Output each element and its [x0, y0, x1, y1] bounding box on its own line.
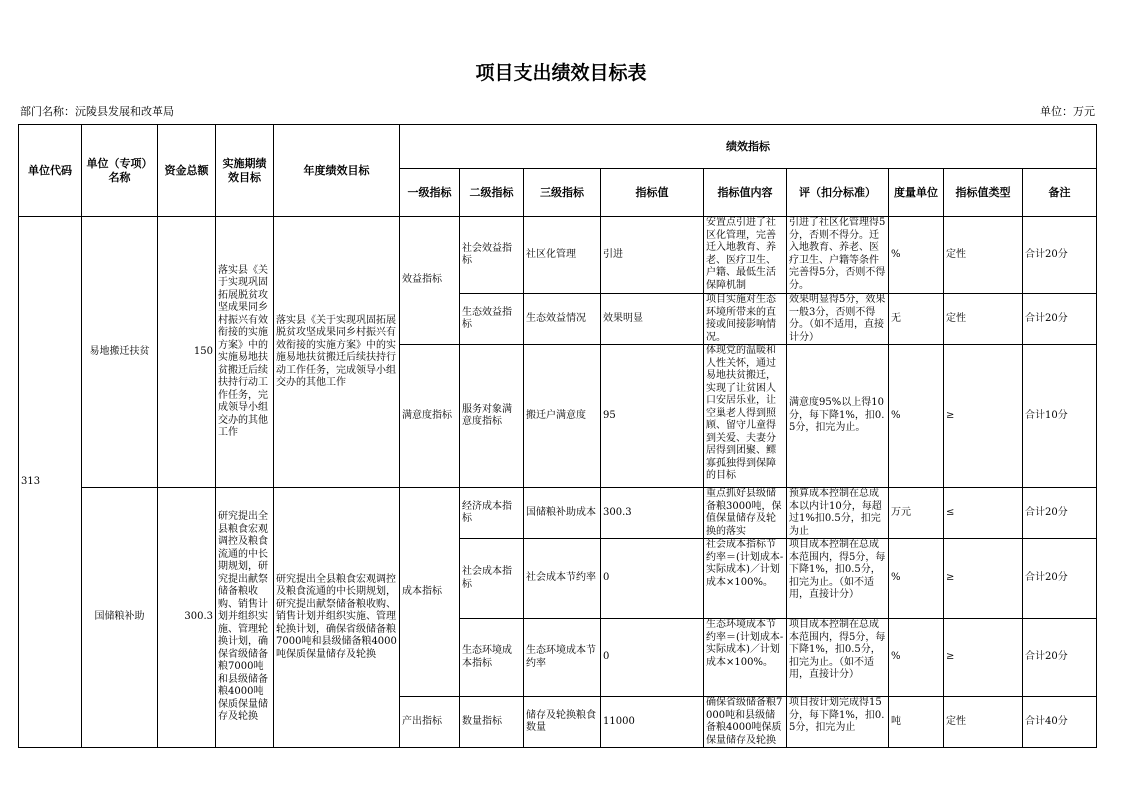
level3-cell: 生态效益情况 [524, 294, 601, 345]
type-cell: 定性 [944, 217, 1023, 294]
measure-cell: % [889, 345, 944, 488]
remark-cell: 合计10分 [1023, 345, 1097, 488]
content-cell: 安置点引进了社区化管理，完善迁入地教育、养老、医疗卫生、户籍、最低生活保障机制 [704, 217, 787, 294]
level2-cell: 经济成本指标 [460, 488, 524, 539]
header-impl-goal: 实施期绩效目标 [216, 125, 274, 217]
scoring-cell: 效果明显得5分，效果一般3分，否则不得分。（如不适用，直接计分） [787, 294, 889, 345]
value-cell: 11000 [601, 697, 704, 748]
header-unit-name: 单位（专项）名称 [82, 125, 158, 217]
header-remark: 备注 [1023, 169, 1097, 217]
value-cell: 引进 [601, 217, 704, 294]
level1-cell: 成本指标 [400, 488, 460, 697]
content-cell: 生态环境成本节约率＝(计划成本-实际成本)／计划成本×100%。 [704, 619, 787, 697]
level3-cell: 社区化管理 [524, 217, 601, 294]
project-funds: 150 [158, 217, 216, 488]
header-level2: 二级指标 [460, 169, 524, 217]
content-cell: 项目实施对生态环境所带来的直接或间接影响情况。 [704, 294, 787, 345]
level2-cell: 服务对象满意度指标 [460, 345, 524, 488]
header-perf-indicators: 绩效指标 [400, 125, 1097, 169]
measure-cell: 万元 [889, 488, 944, 539]
value-cell: 300.3 [601, 488, 704, 539]
header-value-content: 指标值内容 [704, 169, 787, 217]
level1-cell: 满意度指标 [400, 345, 460, 488]
measure-cell: 无 [889, 294, 944, 345]
level2-cell: 数量指标 [460, 697, 524, 748]
header-unit-code: 单位代码 [19, 125, 82, 217]
measure-cell: % [889, 539, 944, 619]
type-cell: 定性 [944, 697, 1023, 748]
currency-unit: 单位：万元 [1040, 105, 1095, 118]
header-level1: 一级指标 [400, 169, 460, 217]
content-cell: 体现党的温暖和人性关怀，通过易地扶贫搬迁，实现了让贫困人口安居乐业，让空巢老人得到照顾、留守儿童得到关爱、夫妻分居得到团聚、鳏寡孤独得到保障的目标 [704, 345, 787, 488]
value-cell: 95 [601, 345, 704, 488]
header-total-funds: 资金总额 [158, 125, 216, 217]
project-name: 易地搬迁扶贫 [82, 217, 158, 488]
project-impl-goal: 落实县《关于实现巩固拓展脱贫攻坚成果同乡村振兴有效衔接的实施方案》中的实施易地扶贫搬迁后续扶持行动工作任务，完成领导小组交办的其他工作 [216, 217, 274, 488]
type-cell: 定性 [944, 294, 1023, 345]
remark-cell: 合计20分 [1023, 488, 1097, 539]
scoring-cell: 项目成本控制在总成本范围内，得5分，每下降1%，扣0.5分，扣完为止。（如不适用，直接计分） [787, 619, 889, 697]
performance-table [18, 124, 1097, 748]
remark-cell: 合计20分 [1023, 294, 1097, 345]
project-impl-goal: 研究提出全县粮食宏观调控及粮食流通的中长期规划，研究提出献祭储备粮收购、销售计划并组织实施、管理轮换计划，确保省级储备粮7000吨和县级储备粮4000吨保质保量储存及轮换 [216, 488, 274, 748]
level2-cell: 生态效益指标 [460, 294, 524, 345]
header-annual-goal: 年度绩效目标 [274, 125, 400, 217]
remark-cell: 合计20分 [1023, 539, 1097, 619]
scoring-cell: 项目按计划完成得15分，每下降1%，扣0.5分，扣完为止 [787, 697, 889, 748]
value-cell: 0 [601, 619, 704, 697]
header-value-type: 指标值类型 [944, 169, 1023, 217]
header-level3: 三级指标 [524, 169, 601, 217]
scoring-cell: 项目成本控制在总成本范围内，得5分，每下降1%，扣0.5分，扣完为止。（如不适用，直接计分） [787, 539, 889, 619]
project-annual-goal: 研究提出全县粮食宏观调控及粮食流通的中长期规划，研究提出献祭储备粮收购、销售计划并组织实施、管理轮换计划，确保省级储备粮7000吨和县级储备粮4000吨保质保量储存及轮换 [274, 488, 400, 748]
content-cell: 重点抓好县级储备粮3000吨，保值保量储存及轮换的落实 [704, 488, 787, 539]
measure-cell: 吨 [889, 697, 944, 748]
content-cell: 确保省级储备粮7000吨和县级储备粮4000吨保质保量储存及轮换 [704, 697, 787, 748]
project-annual-goal: 落实县《关于实现巩固拓展脱贫攻坚成果同乡村振兴有效衔接的实施方案》中的实施易地扶贫搬迁后续扶持行动工作任务，完成领导小组交办的其他工作 [274, 217, 400, 488]
scoring-cell: 预算成本控制在总成本以内计10分，每超过1%扣0.5分，扣完为止 [787, 488, 889, 539]
level3-cell: 搬迁户满意度 [524, 345, 601, 488]
level2-cell: 社会成本指标 [460, 539, 524, 619]
unit-code-cell: 313 [19, 217, 82, 748]
value-cell: 0 [601, 539, 704, 619]
type-cell: ≥ [944, 539, 1023, 619]
level2-cell: 社会效益指标 [460, 217, 524, 294]
type-cell: ≥ [944, 345, 1023, 488]
level3-cell: 国储粮补助成本 [524, 488, 601, 539]
header-scoring: 评（扣分标准） [787, 169, 889, 217]
header-value: 指标值 [601, 169, 704, 217]
scoring-cell: 引进了社区化管理得5分，否则不得分。迁入地教育、养老、医疗卫生、户籍等条件完善得5分，否则不得分。 [787, 217, 889, 294]
project-name: 国储粮补助 [82, 488, 158, 748]
page-title: 项目支出绩效目标表 [475, 62, 647, 84]
level3-cell: 生态环境成本节约率 [524, 619, 601, 697]
value-cell: 效果明显 [601, 294, 704, 345]
level1-cell: 效益指标 [400, 217, 460, 345]
level2-cell: 生态环境成本指标 [460, 619, 524, 697]
content-cell: 社会成本指标节约率＝(计划成本-实际成本)／计划成本×100%。 [704, 539, 787, 619]
type-cell: ≤ [944, 488, 1023, 539]
remark-cell: 合计20分 [1023, 217, 1097, 294]
remark-cell: 合计40分 [1023, 697, 1097, 748]
type-cell: ≥ [944, 619, 1023, 697]
department-name: 部门名称：沅陵县发展和改革局 [20, 105, 174, 118]
project-funds: 300.3 [158, 488, 216, 748]
measure-cell: % [889, 619, 944, 697]
header-measure-unit: 度量单位 [889, 169, 944, 217]
level3-cell: 社会成本节约率 [524, 539, 601, 619]
level3-cell: 储存及轮换粮食数量 [524, 697, 601, 748]
measure-cell: % [889, 217, 944, 294]
remark-cell: 合计20分 [1023, 619, 1097, 697]
scoring-cell: 满意度95%以上得10分，每下降1%，扣0.5分，扣完为止。 [787, 345, 889, 488]
level1-cell: 产出指标 [400, 697, 460, 748]
